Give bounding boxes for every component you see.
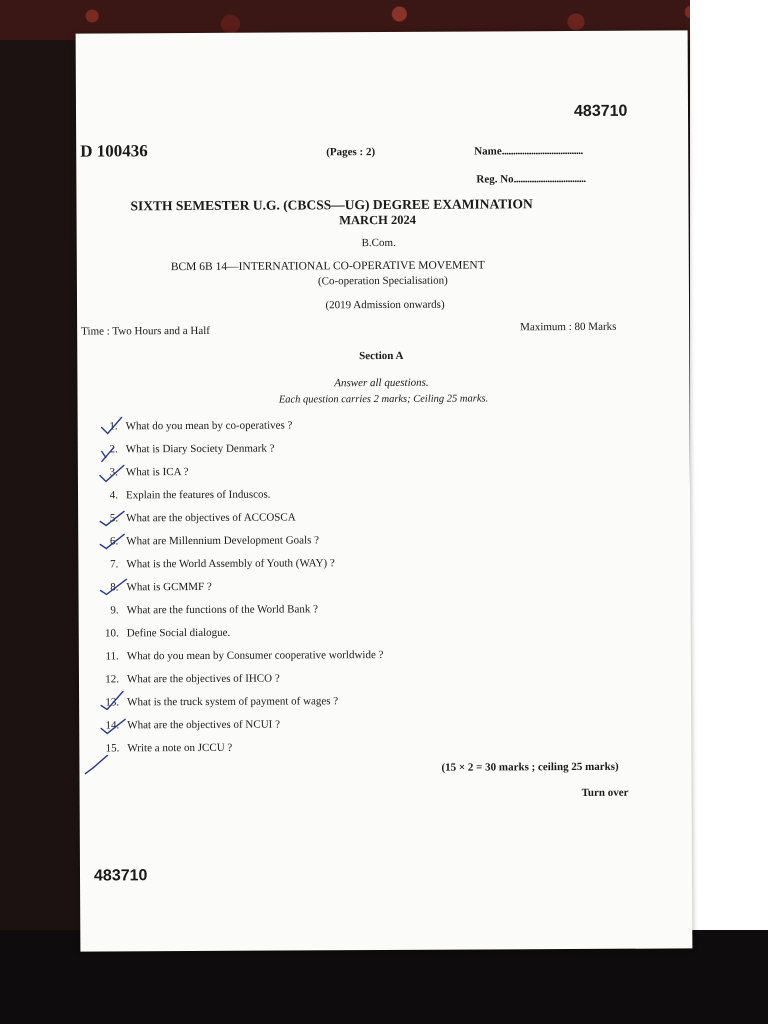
question-number: 7. (110, 558, 119, 571)
question-number: 12. (105, 673, 120, 686)
question-text: What do you mean by Consumer cooperative worldwide ? (126, 649, 384, 663)
admission-note: (2019 Admission onwards) (325, 298, 445, 312)
paper-code: D 100436 (80, 141, 148, 161)
question-number: 14. (105, 719, 120, 732)
serial-number-bottom: 483710 (93, 867, 148, 885)
question-number: 13. (105, 696, 120, 709)
exam-title: SIXTH SEMESTER U.G. (CBCSS—UG) DEGREE EXAMINATION (130, 196, 533, 214)
question-text: What do you mean by co-operatives ? (125, 419, 293, 433)
question-number: 1. (109, 420, 118, 433)
exam-month: MARCH 2024 (339, 212, 416, 228)
instruction-answer-all: Answer all questions. (334, 376, 429, 390)
question-text: What are the objectives of ACCOSCA (126, 511, 296, 525)
name-dots: .................................... (501, 144, 583, 158)
background-right (690, 0, 768, 1024)
question-number: 3. (109, 466, 118, 479)
duration: Time : Two Hours and a Half (81, 324, 210, 338)
instruction-marks: Each question carries 2 marks; Ceiling 25 marks. (278, 393, 489, 406)
question-text: What is GCMMF ? (126, 580, 212, 594)
page-count: (Pages : 2) (326, 146, 376, 159)
section-heading: Section A (359, 349, 404, 363)
question-number: 15. (105, 742, 120, 755)
question-number: 4. (109, 489, 119, 502)
question-number: 10. (104, 627, 119, 640)
maximum-marks: Maximum : 80 Marks (520, 320, 617, 334)
question-number: 2. (109, 443, 118, 456)
question-number: 9. (110, 604, 119, 617)
question-text: Write a note on JCCU ? (127, 741, 233, 755)
exam-paper-sheet (76, 30, 693, 951)
question-text: What is Diary Society Denmark ? (125, 442, 275, 456)
question-text: What are the objectives of IHCO ? (126, 672, 280, 686)
tick-mark-icon (85, 755, 107, 773)
reg-label: Reg. No (476, 173, 514, 186)
serial-number-top: 483710 (573, 102, 628, 120)
question-text: What are Millennium Development Goals ? (126, 534, 320, 548)
specialisation: (Co-operation Specialisation) (317, 274, 448, 288)
marks-summary: (15 × 2 = 30 marks ; ceiling 25 marks) (441, 760, 619, 774)
question-number: 11. (105, 650, 119, 663)
reg-no-field (476, 173, 585, 186)
programme: B.Com. (361, 236, 396, 250)
question-text: What is ICA ? (125, 466, 189, 479)
course-title: BCM 6B 14—INTERNATIONAL CO-OPERATIVE MOVEMENT (170, 259, 485, 274)
question-text: Define Social dialogue. (126, 626, 231, 640)
question-number: 5. (109, 512, 119, 525)
question-text: What is the truck system of payment of wages ? (127, 695, 339, 709)
name-label: Name (474, 145, 502, 158)
question-text: What are the objectives of NCUI ? (127, 718, 280, 732)
reg-dots: ................................ (513, 172, 586, 186)
question-number: 6. (109, 535, 119, 548)
question-text: What is the World Assembly of Youth (WAY) ? (126, 557, 335, 571)
question-text: Explain the features of Induscos. (125, 488, 271, 502)
question-number: 8. (110, 581, 119, 594)
turn-over-note: Turn over (581, 786, 629, 799)
question-text: What are the functions of the World Bank ? (126, 603, 319, 617)
name-field (474, 145, 583, 158)
